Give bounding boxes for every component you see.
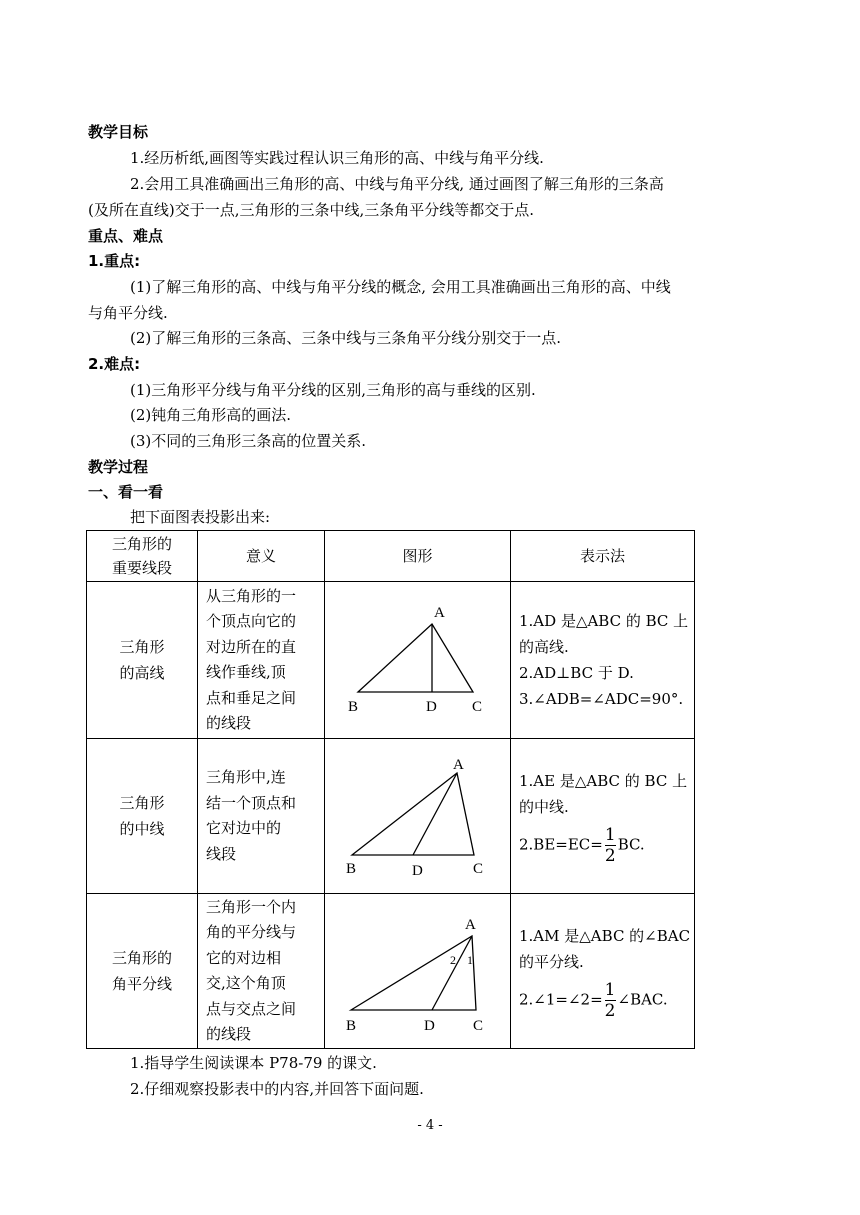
difficulty-item-1: (1)三角形平分线与角平分线的区别,三角形的高与垂线的区别. bbox=[130, 381, 536, 399]
vertex-label-c: C bbox=[472, 861, 483, 877]
fraction-numerator: 1 bbox=[604, 824, 616, 845]
row-name-median bbox=[87, 739, 198, 894]
section-look-heading: 一、看一看 bbox=[88, 483, 164, 501]
meaning-line: 它对边中的 bbox=[206, 819, 282, 837]
row-name-line: 的中线 bbox=[119, 820, 165, 838]
table-row bbox=[87, 739, 695, 894]
table-row bbox=[87, 582, 695, 739]
keypoints-heading: 重点、难点 bbox=[88, 227, 164, 245]
process-heading: 教学过程 bbox=[88, 458, 149, 476]
meaning-line: 点和垂足之间 bbox=[206, 688, 297, 707]
notation-text: ∠BAC. bbox=[617, 990, 668, 1008]
header-meaning: 意义 bbox=[198, 531, 325, 582]
bisector-segment bbox=[432, 936, 472, 1010]
row-meaning-median bbox=[198, 739, 325, 894]
row-meaning-bisector bbox=[198, 894, 325, 1049]
meaning-line: 个顶点向它的 bbox=[206, 612, 297, 630]
header-segment-line2: 重要线段 bbox=[111, 559, 172, 577]
vertex-label-b: B bbox=[347, 699, 358, 715]
triangle-abc bbox=[352, 773, 474, 855]
row-meaning-altitude bbox=[198, 582, 325, 739]
difficulty-item-2: (2)钝角三角形高的画法. bbox=[130, 406, 292, 424]
angle-label-2: 2 bbox=[449, 953, 456, 967]
projection-intro: 把下面图表投影出来: bbox=[130, 508, 271, 526]
objective-item-2a: 2.会用工具准确画出三角形的高、中线与角平分线, 通过画图了解三角形的三条高 bbox=[130, 175, 664, 193]
vertex-label-b: B bbox=[345, 861, 356, 877]
page-number: - 4 - bbox=[417, 1118, 443, 1133]
angle-label-1: 1 bbox=[466, 953, 473, 967]
row-figure-bisector bbox=[325, 894, 511, 1049]
vertex-label-a: A bbox=[464, 917, 476, 933]
meaning-line: 点与交点之间 bbox=[206, 999, 297, 1018]
after-line-1: 1.指导学生阅读课本 P78-79 的课文. bbox=[130, 1054, 377, 1072]
row-figure-median bbox=[325, 739, 511, 894]
meaning-line: 对边所在的直 bbox=[206, 637, 297, 656]
fraction-denominator: 2 bbox=[604, 1000, 616, 1021]
meaning-line: 结一个顶点和 bbox=[206, 793, 297, 812]
notation-text: BC. bbox=[617, 835, 645, 853]
objective-item-2b: (及所在直线)交于一点,三角形的三条中线,三条角平分线等都交于点. bbox=[88, 201, 535, 219]
triangle-abc bbox=[358, 624, 473, 692]
meaning-line: 三角形一个内 bbox=[206, 897, 297, 916]
row-name-line: 三角形的 bbox=[111, 949, 172, 967]
notation-line: 3.∠ADB=∠ADC=90°. bbox=[519, 690, 684, 708]
after-line-2: 2.仔细观察投影表中的内容,并回答下面问题. bbox=[130, 1080, 424, 1098]
notation-line: 1.AM 是△ABC 的∠BAC bbox=[519, 926, 691, 945]
objective-item-1: 1.经历析纸,画图等实践过程认识三角形的高、中线与角平分线. bbox=[130, 149, 544, 167]
difficulty-item-3: (3)不同的三角形三条高的位置关系. bbox=[130, 432, 367, 450]
table-row bbox=[87, 894, 695, 1049]
meaning-line: 角的平分线与 bbox=[206, 923, 297, 941]
row-name-bisector bbox=[87, 894, 198, 1049]
point-label-d: D bbox=[411, 863, 423, 879]
objectives-heading: 教学目标 bbox=[88, 123, 149, 141]
row-name-altitude bbox=[87, 582, 198, 739]
vertex-label-c: C bbox=[471, 699, 482, 715]
row-notation-median bbox=[511, 739, 695, 894]
meaning-line: 从三角形的一 bbox=[206, 586, 297, 605]
header-segment bbox=[87, 531, 198, 582]
meaning-line: 交,这个角顶 bbox=[206, 974, 286, 992]
difficulty-heading: 2.难点: bbox=[88, 355, 141, 373]
notation-line: 的中线. bbox=[519, 797, 569, 816]
meaning-line: 它的对边相 bbox=[206, 948, 282, 967]
bisector-triangle-figure bbox=[326, 894, 510, 1044]
meaning-line: 的线段 bbox=[206, 1025, 252, 1043]
line-segments-table bbox=[86, 530, 695, 1049]
point-label-d: D bbox=[423, 1018, 435, 1034]
focus-heading: 1.重点: bbox=[88, 252, 141, 270]
meaning-line: 的线段 bbox=[206, 714, 252, 732]
notation-line: 1.AE 是△ABC 的 BC 上 bbox=[519, 771, 688, 790]
vertex-label-b: B bbox=[345, 1018, 356, 1034]
fraction-numerator: 1 bbox=[604, 979, 616, 1000]
header-figure: 图形 bbox=[325, 531, 511, 582]
vertex-label-c: C bbox=[472, 1018, 483, 1034]
row-figure-altitude bbox=[325, 582, 511, 739]
header-segment-line1: 三角形的 bbox=[111, 535, 172, 553]
vertex-label-a: A bbox=[452, 757, 464, 773]
focus-item-1a: (1)了解三角形的高、中线与角平分线的概念, 会用工具准确画出三角形的高、中线 bbox=[130, 278, 671, 296]
altitude-triangle-figure bbox=[326, 583, 510, 733]
row-name-line: 角平分线 bbox=[111, 975, 172, 993]
median-segment bbox=[413, 773, 457, 855]
half-fraction bbox=[605, 981, 616, 1020]
meaning-line: 线作垂线,顶 bbox=[206, 663, 286, 681]
row-notation-bisector bbox=[511, 894, 695, 1049]
row-name-line: 的高线 bbox=[119, 664, 165, 682]
table-header-row bbox=[87, 531, 695, 582]
row-name-line: 三角形 bbox=[119, 638, 165, 656]
meaning-line: 线段 bbox=[206, 844, 237, 863]
notation-fraction-line bbox=[519, 981, 694, 1020]
median-triangle-figure bbox=[326, 739, 510, 889]
focus-item-1b: 与角平分线. bbox=[88, 304, 168, 322]
notation-line: 2.AD⊥BC 于 D. bbox=[519, 664, 634, 682]
notation-text: 2.∠1=∠2= bbox=[519, 990, 603, 1008]
fraction-denominator: 2 bbox=[604, 845, 616, 866]
triangle-abc bbox=[351, 936, 476, 1010]
notation-line: 的高线. bbox=[519, 638, 569, 656]
focus-item-2: (2)了解三角形的三条高、三条中线与三条角平分线分别交于一点. bbox=[130, 329, 562, 347]
vertex-label-a: A bbox=[433, 605, 445, 621]
notation-line: 的平分线. bbox=[519, 952, 584, 971]
row-notation-altitude bbox=[511, 582, 695, 739]
meaning-line: 三角形中,连 bbox=[206, 768, 286, 786]
notation-text: 2.BE=EC= bbox=[519, 835, 603, 853]
header-notation: 表示法 bbox=[511, 531, 695, 582]
row-name-line: 三角形 bbox=[119, 794, 165, 812]
point-label-d: D bbox=[425, 699, 437, 715]
notation-line: 1.AD 是△ABC 的 BC 上 bbox=[519, 612, 689, 630]
notation-fraction-line bbox=[519, 826, 694, 865]
half-fraction bbox=[605, 826, 616, 865]
